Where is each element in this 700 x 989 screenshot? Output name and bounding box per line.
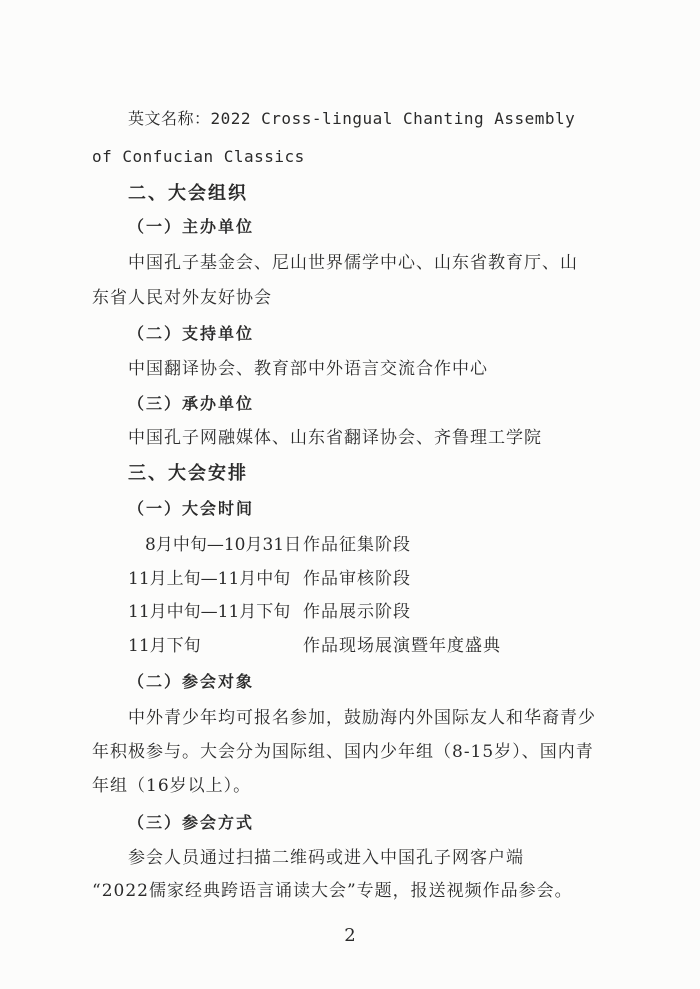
section-title-organization: 二、大会组织 <box>128 183 248 204</box>
host-heading: （三）承办单位 <box>128 394 255 413</box>
english-name-line-1: 英文名称：2022 Cross-lingual Chanting Assembly <box>128 109 576 128</box>
supporter-line-1: 中国翻译协会、教育部中外语言交流合作中心 <box>128 359 488 379</box>
method-heading: （三）参会方式 <box>128 813 255 832</box>
schedule-desc-3: 作品展示阶段 <box>303 602 411 622</box>
time-heading: （一）大会时间 <box>128 499 255 518</box>
participants-line-1: 中外青少年均可报名参加，鼓励海内外国际友人和华裔青少 <box>128 708 596 728</box>
section-title-arrangement: 三、大会安排 <box>128 463 248 484</box>
method-line-2: “2022儒家经典跨语言诵读大会”专题，报送视频作品参会。 <box>92 881 573 901</box>
schedule-desc-4: 作品现场展演暨年度盛典 <box>303 636 501 656</box>
schedule-date-3: 11月中旬—11月下旬 <box>128 602 291 622</box>
schedule-desc-2: 作品审核阶段 <box>303 569 411 589</box>
schedule-desc-1: 作品征集阶段 <box>303 535 411 555</box>
schedule-date-1: 8月中旬—10月31日 <box>145 535 302 555</box>
method-line-1: 参会人员通过扫描二维码或进入中国孔子网客户端 <box>128 848 524 868</box>
organizer-line-2: 东省人民对外友好协会 <box>92 288 272 308</box>
schedule-date-2: 11月上旬—11月中旬 <box>128 569 291 589</box>
organizer-heading: （一）主办单位 <box>128 217 255 236</box>
participants-line-2: 年积极参与。大会分为国际组、国内少年组（8-15岁）、国内青 <box>92 742 594 762</box>
supporter-heading: （二）支持单位 <box>128 324 255 343</box>
participants-heading: （二）参会对象 <box>128 672 255 691</box>
host-line-1: 中国孔子网融媒体、山东省翻译协会、齐鲁理工学院 <box>128 428 542 448</box>
schedule-date-4: 11月下旬 <box>128 636 201 656</box>
participants-line-3: 年组（16岁以上）。 <box>92 776 252 796</box>
organizer-line-1: 中国孔子基金会、尼山世界儒学中心、山东省教育厅、山 <box>128 253 578 273</box>
english-name-line-2: of Confucian Classics <box>92 147 305 166</box>
page-number: 2 <box>344 925 356 946</box>
